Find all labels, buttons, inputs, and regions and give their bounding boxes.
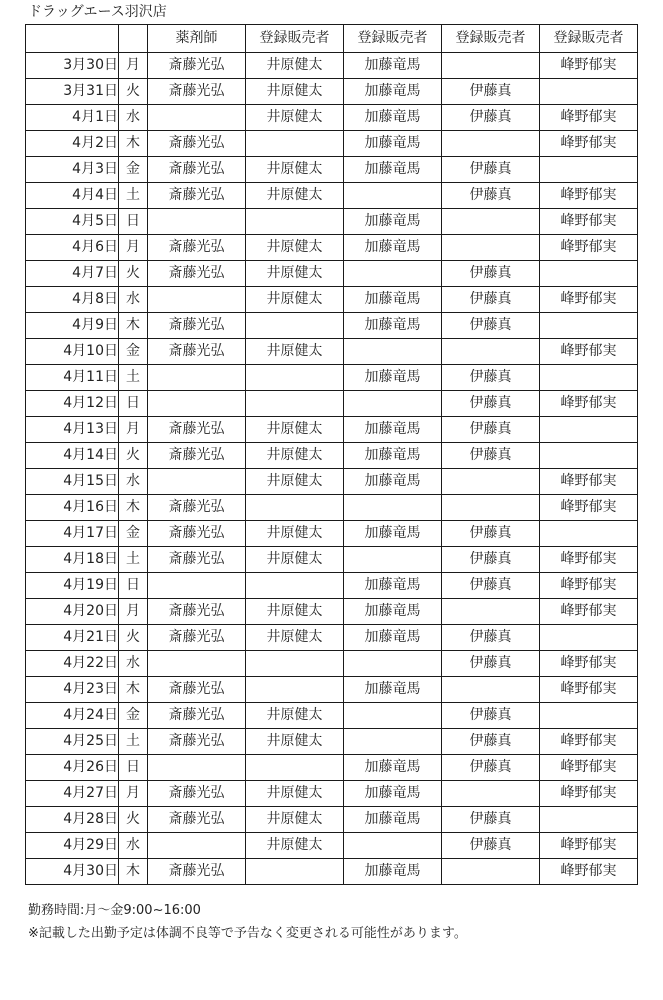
registered-seller-3-cell: 伊藤真 bbox=[442, 625, 540, 651]
weekday-cell: 火 bbox=[119, 625, 148, 651]
registered-seller-4-cell bbox=[540, 157, 638, 183]
store-title: ドラッグエース羽沢店 bbox=[28, 4, 167, 20]
date-cell: 4月2日 bbox=[26, 131, 119, 157]
date-cell: 3月30日 bbox=[26, 53, 119, 79]
pharmacist-cell bbox=[148, 469, 246, 495]
registered-seller-3-cell bbox=[442, 209, 540, 235]
date-cell: 4月4日 bbox=[26, 183, 119, 209]
registered-seller-2-cell bbox=[344, 703, 442, 729]
registered-seller-2-cell: 加藤竜馬 bbox=[344, 755, 442, 781]
header-pharmacist: 薬剤師 bbox=[148, 25, 246, 53]
registered-seller-4-cell: 峰野郁実 bbox=[540, 105, 638, 131]
date-cell: 4月24日 bbox=[26, 703, 119, 729]
registered-seller-2-cell bbox=[344, 495, 442, 521]
table-row bbox=[26, 781, 638, 807]
registered-seller-2-cell: 加藤竜馬 bbox=[344, 53, 442, 79]
registered-seller-2-cell: 加藤竜馬 bbox=[344, 365, 442, 391]
pharmacist-cell: 斎藤光弘 bbox=[148, 131, 246, 157]
header-registered-seller-4: 登録販売者 bbox=[540, 25, 638, 53]
registered-seller-3-cell: 伊藤真 bbox=[442, 807, 540, 833]
table-row bbox=[26, 131, 638, 157]
registered-seller-3-cell: 伊藤真 bbox=[442, 755, 540, 781]
weekday-cell: 日 bbox=[119, 391, 148, 417]
registered-seller-1-cell bbox=[246, 495, 344, 521]
weekday-cell: 水 bbox=[119, 651, 148, 677]
date-cell: 4月29日 bbox=[26, 833, 119, 859]
registered-seller-3-cell: 伊藤真 bbox=[442, 157, 540, 183]
registered-seller-4-cell bbox=[540, 443, 638, 469]
registered-seller-1-cell: 井原健太 bbox=[246, 287, 344, 313]
registered-seller-2-cell: 加藤竜馬 bbox=[344, 521, 442, 547]
pharmacist-cell: 斎藤光弘 bbox=[148, 53, 246, 79]
registered-seller-3-cell: 伊藤真 bbox=[442, 391, 540, 417]
registered-seller-1-cell: 井原健太 bbox=[246, 625, 344, 651]
registered-seller-1-cell bbox=[246, 391, 344, 417]
table-row bbox=[26, 287, 638, 313]
pharmacist-cell: 斎藤光弘 bbox=[148, 313, 246, 339]
working-hours-note: 勤務時間:月～金9:00~16:00 bbox=[28, 903, 201, 918]
weekday-cell: 日 bbox=[119, 573, 148, 599]
weekday-cell: 火 bbox=[119, 807, 148, 833]
weekday-cell: 月 bbox=[119, 781, 148, 807]
registered-seller-3-cell: 伊藤真 bbox=[442, 417, 540, 443]
registered-seller-1-cell: 井原健太 bbox=[246, 79, 344, 105]
registered-seller-2-cell: 加藤竜馬 bbox=[344, 859, 442, 885]
registered-seller-2-cell bbox=[344, 729, 442, 755]
registered-seller-1-cell: 井原健太 bbox=[246, 781, 344, 807]
disclaimer-note: ※記載した出勤予定は体調不良等で予告なく変更される可能性があります。 bbox=[28, 926, 467, 941]
date-cell: 4月25日 bbox=[26, 729, 119, 755]
registered-seller-3-cell: 伊藤真 bbox=[442, 79, 540, 105]
weekday-cell: 日 bbox=[119, 209, 148, 235]
registered-seller-4-cell bbox=[540, 807, 638, 833]
date-cell: 4月3日 bbox=[26, 157, 119, 183]
registered-seller-2-cell: 加藤竜馬 bbox=[344, 573, 442, 599]
registered-seller-4-cell: 峰野郁実 bbox=[540, 495, 638, 521]
weekday-cell: 木 bbox=[119, 859, 148, 885]
registered-seller-3-cell: 伊藤真 bbox=[442, 105, 540, 131]
registered-seller-1-cell: 井原健太 bbox=[246, 261, 344, 287]
date-cell: 4月15日 bbox=[26, 469, 119, 495]
registered-seller-3-cell: 伊藤真 bbox=[442, 729, 540, 755]
date-cell: 3月31日 bbox=[26, 79, 119, 105]
weekday-cell: 木 bbox=[119, 313, 148, 339]
registered-seller-2-cell: 加藤竜馬 bbox=[344, 157, 442, 183]
registered-seller-1-cell: 井原健太 bbox=[246, 53, 344, 79]
registered-seller-4-cell: 峰野郁実 bbox=[540, 573, 638, 599]
registered-seller-2-cell: 加藤竜馬 bbox=[344, 131, 442, 157]
table-row bbox=[26, 729, 638, 755]
date-cell: 4月21日 bbox=[26, 625, 119, 651]
header-row bbox=[26, 25, 638, 53]
table-row bbox=[26, 209, 638, 235]
registered-seller-2-cell: 加藤竜馬 bbox=[344, 781, 442, 807]
registered-seller-3-cell: 伊藤真 bbox=[442, 365, 540, 391]
pharmacist-cell: 斎藤光弘 bbox=[148, 157, 246, 183]
table-row bbox=[26, 599, 638, 625]
date-cell: 4月20日 bbox=[26, 599, 119, 625]
table-row bbox=[26, 859, 638, 885]
schedule-body bbox=[26, 53, 638, 885]
registered-seller-3-cell bbox=[442, 131, 540, 157]
registered-seller-4-cell bbox=[540, 313, 638, 339]
date-cell: 4月28日 bbox=[26, 807, 119, 833]
table-row bbox=[26, 625, 638, 651]
table-row bbox=[26, 261, 638, 287]
registered-seller-2-cell: 加藤竜馬 bbox=[344, 625, 442, 651]
registered-seller-2-cell: 加藤竜馬 bbox=[344, 287, 442, 313]
registered-seller-4-cell: 峰野郁実 bbox=[540, 859, 638, 885]
registered-seller-3-cell bbox=[442, 469, 540, 495]
registered-seller-4-cell: 峰野郁実 bbox=[540, 339, 638, 365]
registered-seller-4-cell bbox=[540, 417, 638, 443]
date-cell: 4月26日 bbox=[26, 755, 119, 781]
registered-seller-1-cell bbox=[246, 859, 344, 885]
registered-seller-3-cell: 伊藤真 bbox=[442, 443, 540, 469]
registered-seller-3-cell bbox=[442, 781, 540, 807]
date-cell: 4月9日 bbox=[26, 313, 119, 339]
header-day bbox=[119, 25, 148, 53]
weekday-cell: 木 bbox=[119, 677, 148, 703]
weekday-cell: 月 bbox=[119, 599, 148, 625]
registered-seller-2-cell bbox=[344, 261, 442, 287]
pharmacist-cell: 斎藤光弘 bbox=[148, 495, 246, 521]
registered-seller-1-cell: 井原健太 bbox=[246, 703, 344, 729]
registered-seller-2-cell bbox=[344, 339, 442, 365]
registered-seller-1-cell: 井原健太 bbox=[246, 807, 344, 833]
registered-seller-4-cell bbox=[540, 261, 638, 287]
registered-seller-1-cell: 井原健太 bbox=[246, 105, 344, 131]
pharmacist-cell bbox=[148, 573, 246, 599]
registered-seller-2-cell bbox=[344, 547, 442, 573]
registered-seller-2-cell: 加藤竜馬 bbox=[344, 807, 442, 833]
table-row bbox=[26, 547, 638, 573]
registered-seller-1-cell: 井原健太 bbox=[246, 183, 344, 209]
registered-seller-1-cell: 井原健太 bbox=[246, 469, 344, 495]
weekday-cell: 土 bbox=[119, 365, 148, 391]
date-cell: 4月17日 bbox=[26, 521, 119, 547]
table-row bbox=[26, 417, 638, 443]
registered-seller-3-cell bbox=[442, 495, 540, 521]
table-row bbox=[26, 833, 638, 859]
pharmacist-cell bbox=[148, 105, 246, 131]
registered-seller-3-cell bbox=[442, 677, 540, 703]
registered-seller-2-cell bbox=[344, 391, 442, 417]
pharmacist-cell: 斎藤光弘 bbox=[148, 781, 246, 807]
weekday-cell: 木 bbox=[119, 495, 148, 521]
pharmacist-cell: 斎藤光弘 bbox=[148, 417, 246, 443]
pharmacist-cell: 斎藤光弘 bbox=[148, 79, 246, 105]
pharmacist-cell: 斎藤光弘 bbox=[148, 859, 246, 885]
weekday-cell: 木 bbox=[119, 131, 148, 157]
header-registered-seller-1: 登録販売者 bbox=[246, 25, 344, 53]
pharmacist-cell bbox=[148, 833, 246, 859]
date-cell: 4月7日 bbox=[26, 261, 119, 287]
weekday-cell: 月 bbox=[119, 53, 148, 79]
registered-seller-3-cell: 伊藤真 bbox=[442, 651, 540, 677]
registered-seller-4-cell: 峰野郁実 bbox=[540, 235, 638, 261]
registered-seller-3-cell: 伊藤真 bbox=[442, 261, 540, 287]
pharmacist-cell: 斎藤光弘 bbox=[148, 521, 246, 547]
weekday-cell: 金 bbox=[119, 521, 148, 547]
registered-seller-2-cell: 加藤竜馬 bbox=[344, 599, 442, 625]
registered-seller-2-cell: 加藤竜馬 bbox=[344, 443, 442, 469]
date-cell: 4月14日 bbox=[26, 443, 119, 469]
pharmacist-cell: 斎藤光弘 bbox=[148, 443, 246, 469]
registered-seller-2-cell: 加藤竜馬 bbox=[344, 79, 442, 105]
weekday-cell: 火 bbox=[119, 261, 148, 287]
registered-seller-4-cell: 峰野郁実 bbox=[540, 209, 638, 235]
registered-seller-1-cell bbox=[246, 209, 344, 235]
registered-seller-4-cell: 峰野郁実 bbox=[540, 53, 638, 79]
table-row bbox=[26, 677, 638, 703]
registered-seller-4-cell: 峰野郁実 bbox=[540, 729, 638, 755]
date-cell: 4月12日 bbox=[26, 391, 119, 417]
registered-seller-2-cell bbox=[344, 833, 442, 859]
registered-seller-3-cell bbox=[442, 53, 540, 79]
registered-seller-4-cell: 峰野郁実 bbox=[540, 651, 638, 677]
pharmacist-cell: 斎藤光弘 bbox=[148, 729, 246, 755]
registered-seller-2-cell: 加藤竜馬 bbox=[344, 469, 442, 495]
registered-seller-1-cell: 井原健太 bbox=[246, 235, 344, 261]
notes bbox=[28, 901, 467, 947]
pharmacist-cell: 斎藤光弘 bbox=[148, 547, 246, 573]
pharmacist-cell bbox=[148, 391, 246, 417]
registered-seller-4-cell bbox=[540, 703, 638, 729]
date-cell: 4月27日 bbox=[26, 781, 119, 807]
date-cell: 4月30日 bbox=[26, 859, 119, 885]
pharmacist-cell: 斎藤光弘 bbox=[148, 235, 246, 261]
registered-seller-3-cell: 伊藤真 bbox=[442, 833, 540, 859]
registered-seller-1-cell: 井原健太 bbox=[246, 339, 344, 365]
table-row bbox=[26, 365, 638, 391]
date-cell: 4月8日 bbox=[26, 287, 119, 313]
table-row bbox=[26, 495, 638, 521]
registered-seller-1-cell: 井原健太 bbox=[246, 729, 344, 755]
weekday-cell: 土 bbox=[119, 729, 148, 755]
table-row bbox=[26, 807, 638, 833]
registered-seller-3-cell bbox=[442, 235, 540, 261]
weekday-cell: 金 bbox=[119, 157, 148, 183]
registered-seller-4-cell bbox=[540, 79, 638, 105]
registered-seller-4-cell bbox=[540, 365, 638, 391]
registered-seller-1-cell: 井原健太 bbox=[246, 417, 344, 443]
registered-seller-4-cell: 峰野郁実 bbox=[540, 183, 638, 209]
weekday-cell: 月 bbox=[119, 417, 148, 443]
registered-seller-3-cell: 伊藤真 bbox=[442, 703, 540, 729]
registered-seller-2-cell: 加藤竜馬 bbox=[344, 313, 442, 339]
table-row bbox=[26, 755, 638, 781]
table-row bbox=[26, 79, 638, 105]
table-row bbox=[26, 469, 638, 495]
registered-seller-2-cell: 加藤竜馬 bbox=[344, 677, 442, 703]
registered-seller-1-cell: 井原健太 bbox=[246, 443, 344, 469]
registered-seller-2-cell: 加藤竜馬 bbox=[344, 417, 442, 443]
registered-seller-1-cell bbox=[246, 365, 344, 391]
date-cell: 4月6日 bbox=[26, 235, 119, 261]
date-cell: 4月22日 bbox=[26, 651, 119, 677]
weekday-cell: 土 bbox=[119, 183, 148, 209]
table-row bbox=[26, 391, 638, 417]
registered-seller-3-cell: 伊藤真 bbox=[442, 287, 540, 313]
table-row bbox=[26, 339, 638, 365]
header-registered-seller-3: 登録販売者 bbox=[442, 25, 540, 53]
date-cell: 4月18日 bbox=[26, 547, 119, 573]
date-cell: 4月11日 bbox=[26, 365, 119, 391]
table-row bbox=[26, 53, 638, 79]
table-row bbox=[26, 573, 638, 599]
registered-seller-4-cell: 峰野郁実 bbox=[540, 391, 638, 417]
registered-seller-1-cell bbox=[246, 313, 344, 339]
registered-seller-3-cell: 伊藤真 bbox=[442, 547, 540, 573]
registered-seller-4-cell: 峰野郁実 bbox=[540, 469, 638, 495]
date-cell: 4月23日 bbox=[26, 677, 119, 703]
pharmacist-cell: 斎藤光弘 bbox=[148, 183, 246, 209]
table-row bbox=[26, 157, 638, 183]
table-row bbox=[26, 105, 638, 131]
registered-seller-1-cell bbox=[246, 651, 344, 677]
registered-seller-3-cell: 伊藤真 bbox=[442, 521, 540, 547]
weekday-cell: 月 bbox=[119, 235, 148, 261]
registered-seller-4-cell: 峰野郁実 bbox=[540, 599, 638, 625]
registered-seller-2-cell: 加藤竜馬 bbox=[344, 235, 442, 261]
weekday-cell: 火 bbox=[119, 443, 148, 469]
pharmacist-cell: 斎藤光弘 bbox=[148, 261, 246, 287]
weekday-cell: 水 bbox=[119, 833, 148, 859]
registered-seller-4-cell: 峰野郁実 bbox=[540, 833, 638, 859]
weekday-cell: 土 bbox=[119, 547, 148, 573]
shift-schedule-table bbox=[25, 24, 638, 885]
registered-seller-3-cell bbox=[442, 859, 540, 885]
weekday-cell: 水 bbox=[119, 105, 148, 131]
registered-seller-4-cell bbox=[540, 625, 638, 651]
table-row bbox=[26, 703, 638, 729]
registered-seller-3-cell bbox=[442, 599, 540, 625]
table-row bbox=[26, 235, 638, 261]
registered-seller-3-cell bbox=[442, 339, 540, 365]
registered-seller-1-cell: 井原健太 bbox=[246, 547, 344, 573]
weekday-cell: 火 bbox=[119, 79, 148, 105]
registered-seller-1-cell: 井原健太 bbox=[246, 599, 344, 625]
weekday-cell: 水 bbox=[119, 287, 148, 313]
registered-seller-1-cell bbox=[246, 131, 344, 157]
pharmacist-cell: 斎藤光弘 bbox=[148, 339, 246, 365]
registered-seller-4-cell: 峰野郁実 bbox=[540, 781, 638, 807]
registered-seller-2-cell bbox=[344, 183, 442, 209]
registered-seller-2-cell: 加藤竜馬 bbox=[344, 105, 442, 131]
table-row bbox=[26, 313, 638, 339]
pharmacist-cell: 斎藤光弘 bbox=[148, 677, 246, 703]
pharmacist-cell: 斎藤光弘 bbox=[148, 625, 246, 651]
date-cell: 4月1日 bbox=[26, 105, 119, 131]
registered-seller-1-cell: 井原健太 bbox=[246, 521, 344, 547]
pharmacist-cell bbox=[148, 365, 246, 391]
registered-seller-4-cell: 峰野郁実 bbox=[540, 131, 638, 157]
weekday-cell: 日 bbox=[119, 755, 148, 781]
pharmacist-cell bbox=[148, 287, 246, 313]
table-row bbox=[26, 443, 638, 469]
weekday-cell: 金 bbox=[119, 339, 148, 365]
table-row bbox=[26, 651, 638, 677]
registered-seller-1-cell: 井原健太 bbox=[246, 833, 344, 859]
registered-seller-1-cell bbox=[246, 755, 344, 781]
registered-seller-4-cell: 峰野郁実 bbox=[540, 677, 638, 703]
pharmacist-cell bbox=[148, 755, 246, 781]
weekday-cell: 金 bbox=[119, 703, 148, 729]
registered-seller-3-cell: 伊藤真 bbox=[442, 313, 540, 339]
registered-seller-1-cell: 井原健太 bbox=[246, 157, 344, 183]
pharmacist-cell bbox=[148, 651, 246, 677]
pharmacist-cell: 斎藤光弘 bbox=[148, 599, 246, 625]
date-cell: 4月5日 bbox=[26, 209, 119, 235]
registered-seller-1-cell bbox=[246, 573, 344, 599]
registered-seller-4-cell: 峰野郁実 bbox=[540, 755, 638, 781]
registered-seller-1-cell bbox=[246, 677, 344, 703]
registered-seller-3-cell: 伊藤真 bbox=[442, 573, 540, 599]
table-row bbox=[26, 521, 638, 547]
registered-seller-4-cell: 峰野郁実 bbox=[540, 547, 638, 573]
registered-seller-2-cell bbox=[344, 651, 442, 677]
weekday-cell: 水 bbox=[119, 469, 148, 495]
date-cell: 4月19日 bbox=[26, 573, 119, 599]
pharmacist-cell: 斎藤光弘 bbox=[148, 807, 246, 833]
registered-seller-3-cell: 伊藤真 bbox=[442, 183, 540, 209]
table-row bbox=[26, 183, 638, 209]
pharmacist-cell bbox=[148, 209, 246, 235]
date-cell: 4月16日 bbox=[26, 495, 119, 521]
registered-seller-4-cell bbox=[540, 521, 638, 547]
header-date bbox=[26, 25, 119, 53]
date-cell: 4月10日 bbox=[26, 339, 119, 365]
date-cell: 4月13日 bbox=[26, 417, 119, 443]
registered-seller-2-cell: 加藤竜馬 bbox=[344, 209, 442, 235]
pharmacist-cell: 斎藤光弘 bbox=[148, 703, 246, 729]
registered-seller-4-cell: 峰野郁実 bbox=[540, 287, 638, 313]
header-registered-seller-2: 登録販売者 bbox=[344, 25, 442, 53]
